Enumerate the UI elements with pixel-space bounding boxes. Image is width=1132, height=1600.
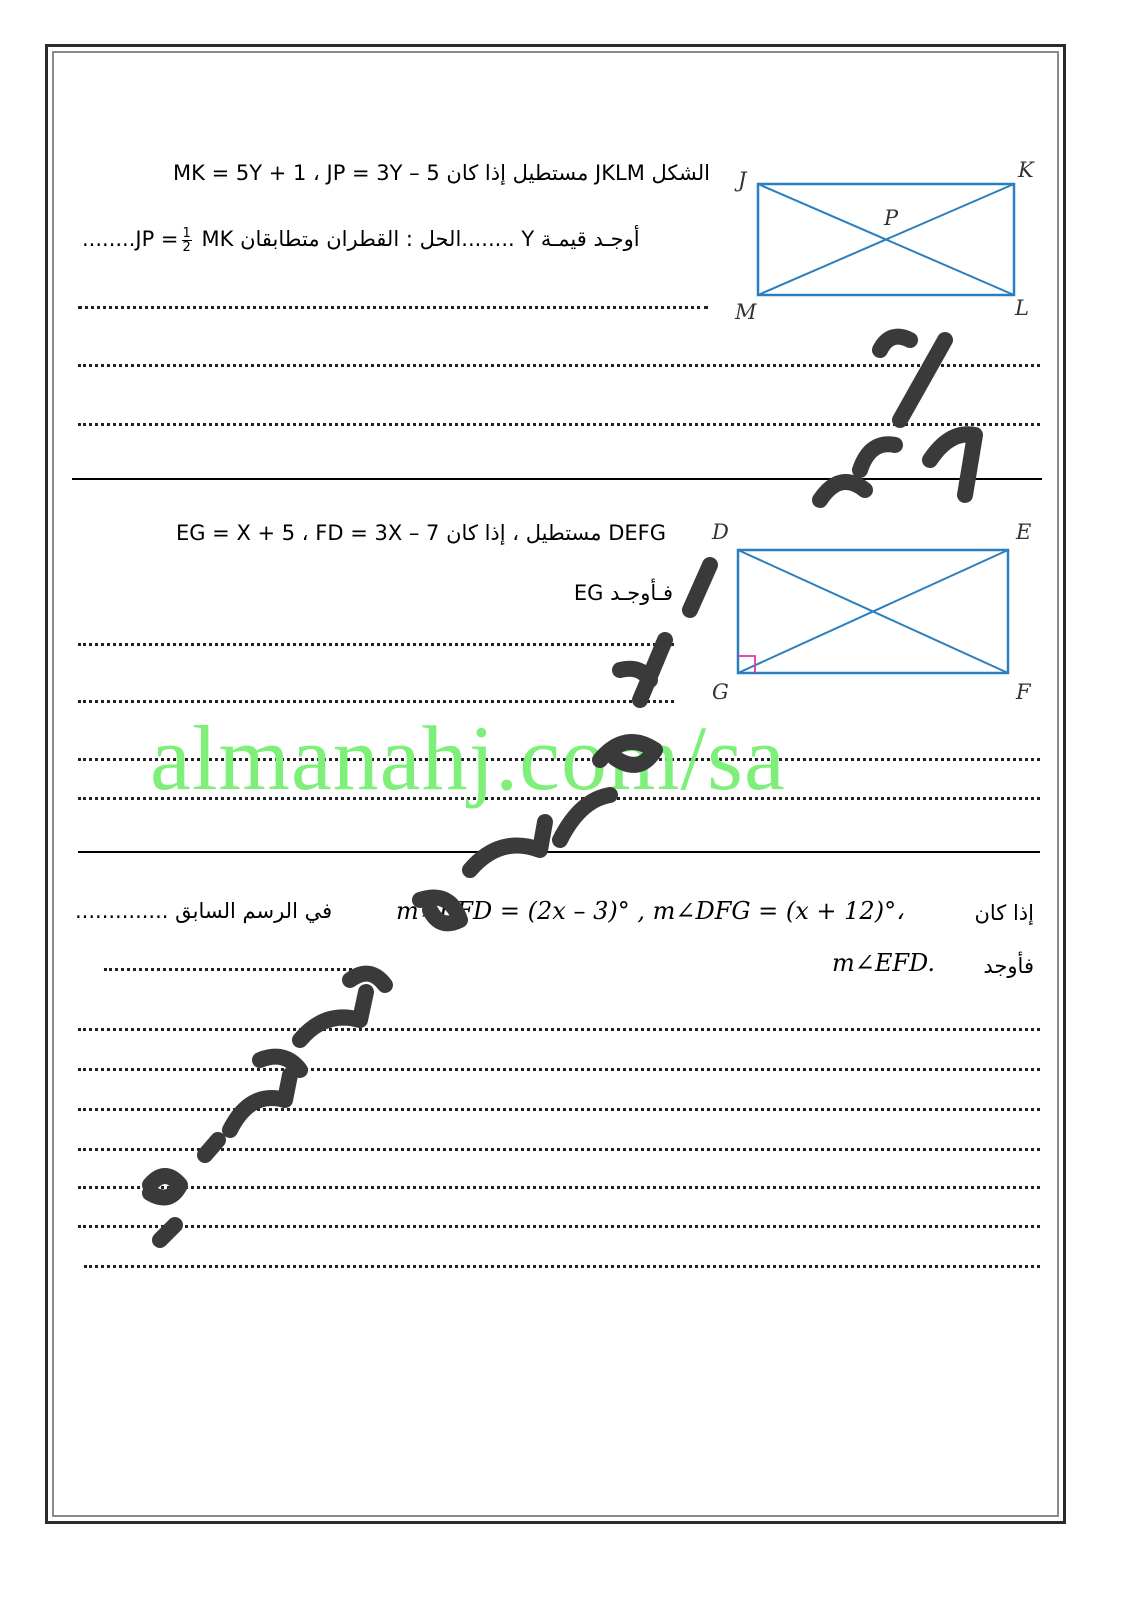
- problem3-find-angle: m∠EFD.: [832, 949, 936, 977]
- jp-equation: ........JP =: [82, 227, 179, 251]
- vertex-label-k: K: [1018, 158, 1034, 182]
- vertex-label-p: P: [884, 206, 899, 230]
- problem3-if-text: إذا كان: [974, 901, 1034, 925]
- vertex-label-f: F: [1016, 680, 1031, 704]
- problem1-find-text: أوجـد قيمـة Y ........الحل : القطران متطابقان MK: [201, 227, 640, 251]
- fraction-half: $\frac{1}{2}$: [182, 225, 191, 255]
- vertex-label-d: D: [712, 520, 729, 544]
- problem3-suffix-text: في الرسم السابق ..............: [75, 899, 333, 923]
- problem2-find: فـأوجـد EG: [573, 581, 673, 605]
- problem3-find-text: فأوجد: [983, 954, 1034, 978]
- watermark-text: almanahj.com/sa: [150, 707, 786, 809]
- vertex-label-j: J: [738, 168, 747, 192]
- problem1-statement: الشكل JKLM مستطيل إذا كان MK = 5Y + 1 ، JP = 3Y – 5: [173, 161, 710, 185]
- problem3-angle-expressions: m∠EFD = (2x – 3)° , m∠DFG = (x + 12)°،: [396, 897, 904, 925]
- vertex-label-g: G: [712, 680, 729, 704]
- problem2-statement: DEFG مستطيل ، إذا كان EG = X + 5 ، FD = 3X – 7: [175, 521, 666, 545]
- vertex-label-l: L: [1015, 296, 1029, 320]
- vertex-label-m: M: [735, 300, 757, 324]
- vertex-label-e: E: [1016, 520, 1032, 544]
